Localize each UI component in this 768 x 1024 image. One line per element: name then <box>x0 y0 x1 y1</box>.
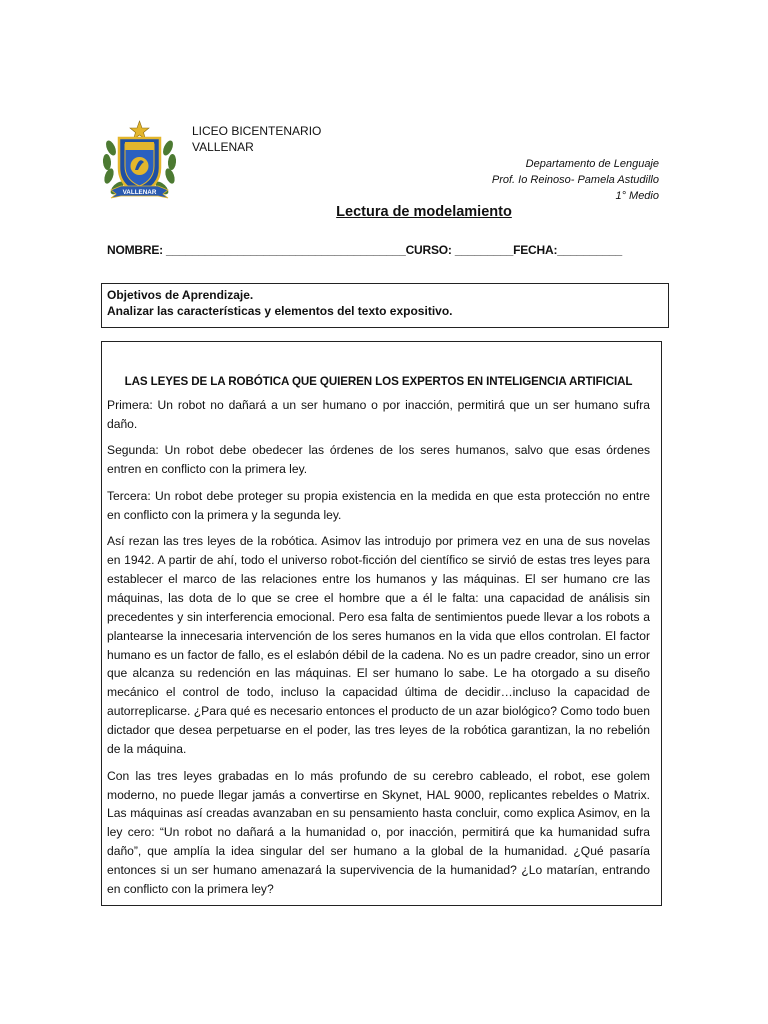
reading-box <box>101 341 662 906</box>
objectives-text: Analizar las características y elementos del texto expositivo. <box>107 304 453 318</box>
reading-paragraph-body-1: Así rezan las tres leyes de la robótica. Asimov las introdujo por primera vez en una de sus novelas en 1942. A partir de ahí, todo el universo robot-ficción del científico se sirvió de estas tres leyes para establecer el marco de las relaciones entre los humanos y las máquinas. El ser humano cre las máquinas, las dota de lo que se cree el hombre que a él le falta: una capacidad de análisis sin precedentes y sin interferencia emocional. Pero esa falta de sentimientos puede llevar a los robots a plantearse la innecesaria intervención de los seres humanos en la vida que ellos controlan. El factor humano es un factor de fallo, es el eslabón débil de la cadena. No es un padre creador, sino un error que alcanza su redención en las máquinas. El ser humano lo sabe. Le ha otorgado a su diseño mecánico el control de todo, incluso la capacidad última de decidir…incluso la capacidad de autorreplicarse. ¿Para qué es necesario entonces el producto de un azar biológico? Como todo buen dictador que desea perpetuarse en el poder, las tres leyes de la robótica garantizan, la no rebelión de la máquina. <box>107 534 650 757</box>
school-name <box>192 123 321 155</box>
reading-paragraph-second-law: Segunda: Un robot debe obedecer las órdenes de los seres humanos, salvo que esas órdenes entren en conflicto con la primera ley. <box>107 443 650 477</box>
school-name-line2: VALLENAR <box>192 140 254 154</box>
department-info <box>339 156 659 204</box>
school-name-line1: LICEO BICENTENARIO <box>192 124 322 138</box>
reading-title: LAS LEYES DE LA ROBÓTICA QUE QUIEREN LOS EXPERTOS EN INTELIGENCIA ARTIFICIAL <box>124 375 633 388</box>
student-info-form-line: NOMBRE: _____________________________________CURSO: _________FECHA:__________ <box>107 243 622 257</box>
course-level: 1° Medio <box>615 190 659 202</box>
reading-paragraph-third-law: Tercera: Un robot debe proteger su propia existencia en la medida en que esta protección no entre en conflicto con la primera y la segunda ley. <box>107 488 650 522</box>
teachers-names: Prof. Io Reinoso- Pamela Astudillo <box>491 174 659 186</box>
school-crest-logo <box>101 118 178 206</box>
reading-paragraph-body-2: Con las tres leyes grabadas en lo más profundo de su cerebro cableado, el robot, ese golem moderno, no puede llegar jamás a convertirse en Skynet, HAL 9000, replicantes rebeldes o Matrix. Las máquinas así creadas avanzaban en su pensamiento hasta concluir, como explica Asimov, en la ley cero: “Un robot no dañará a la humanidad o, por inacción, permitirá que ka humanidad sufra daño”, que amplía la idea singular del ser humano a la global de la humanidad. ¿Qué pasaría entonces si un ser humano amenazará la supervivencia de la humanidad? ¿Lo matarían, entrando en conflicto con la primera ley? <box>107 768 650 897</box>
crest-banner-text: VALLENAR <box>122 189 157 197</box>
crest-icon <box>101 118 178 206</box>
department-name: Departamento de Lenguaje <box>525 158 659 170</box>
objectives-title: Objetivos de Aprendizaje. <box>107 288 254 302</box>
reading-paragraph-first-law: Primera: Un robot no dañará a un ser humano o por inacción, permitirá que un ser humano sufra daño. <box>107 397 650 431</box>
page-title: Lectura de modelamiento <box>336 204 512 220</box>
objectives-box <box>101 283 669 328</box>
